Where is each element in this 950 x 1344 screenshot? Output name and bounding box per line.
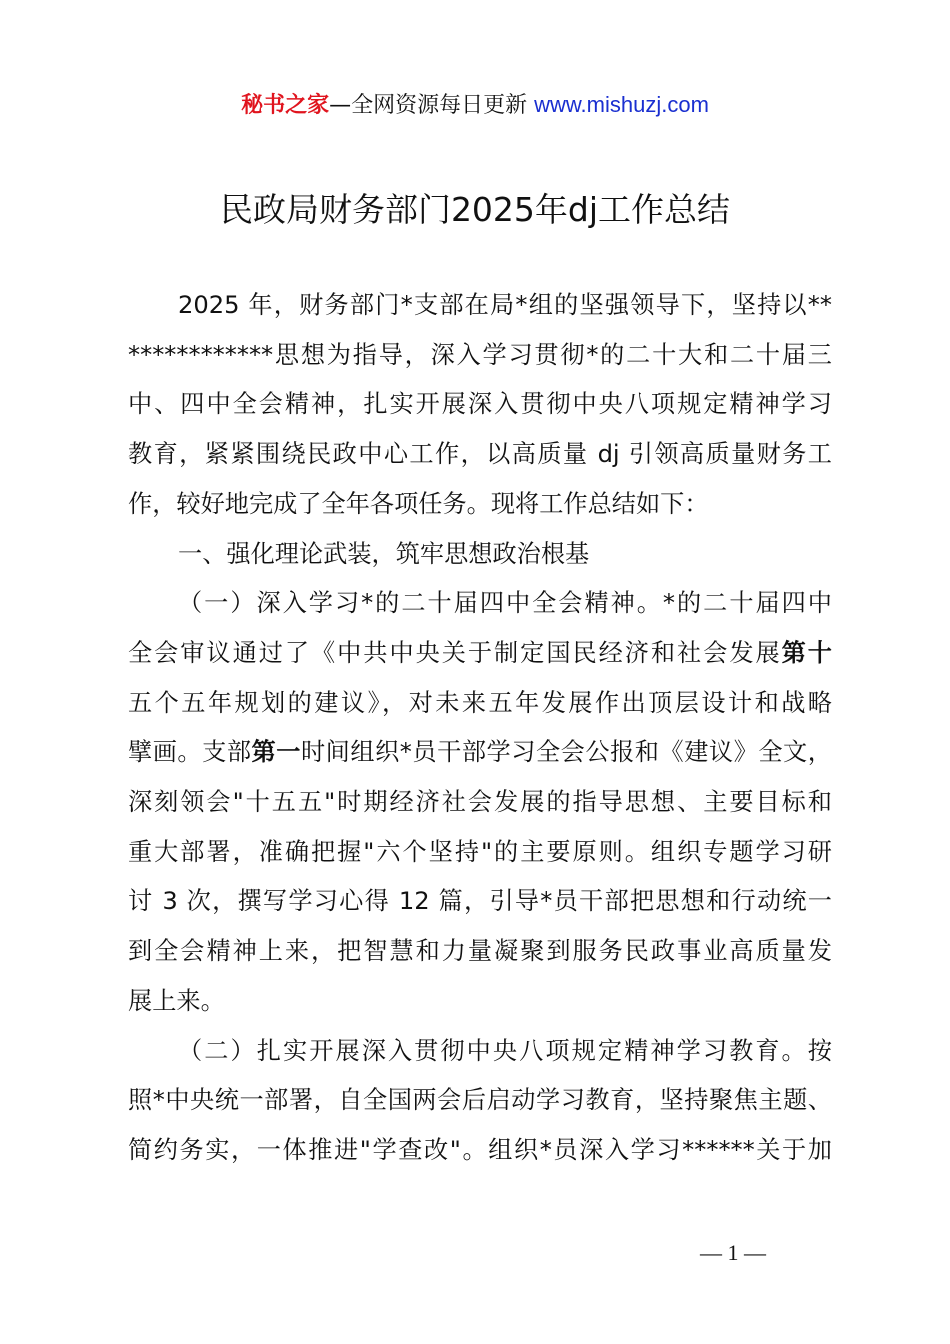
text-line — [128, 737, 832, 767]
text-line — [128, 886, 832, 916]
brand-name: 秘书之家 — [241, 93, 330, 118]
tagline: —全网资源每日更新 — [329, 93, 535, 118]
text-line — [178, 588, 832, 618]
text-segment: 全会审议通过了《中共中央关于制定国民经济和社会发展 — [128, 638, 782, 667]
text-segment: 2025 年，财务部门*支部在局*组的坚强领导下，坚持以** — [178, 291, 832, 319]
text-segment: 到全会精神上来，把智慧和力量凝聚到服务民政事业高质量发 — [128, 937, 832, 966]
document-title: 民政局财务部门2025年dj工作总结 — [219, 190, 731, 229]
text-line — [178, 539, 832, 569]
text-line — [178, 290, 832, 320]
text-segment: 擘画。支部 — [128, 738, 252, 767]
text-segment: 教育，紧紧围绕民政中心工作，以高质量 dj 引领高质量财务工 — [128, 440, 832, 469]
text-line — [128, 1085, 832, 1115]
bold-text: 第十 — [781, 638, 832, 667]
text-segment: 一、强化理论武装，筑牢思想政治根基 — [178, 539, 590, 568]
text-line — [128, 340, 832, 370]
text-line — [128, 489, 832, 519]
text-segment: 展上来。 — [128, 986, 225, 1015]
bold-text: 第一 — [251, 738, 301, 767]
site-header — [0, 88, 950, 119]
text-segment: 五个五年规划的建议》，对未来五年发展作出顶层设计和战略 — [128, 688, 832, 717]
text-segment: ************思想为指导，深入学习贯彻*的二十大和二十届三 — [128, 340, 832, 369]
text-line — [128, 389, 832, 419]
text-segment: 重大部署，准确把握"六个坚持"的主要原则。组织专题学习研 — [128, 837, 832, 866]
text-line — [178, 1036, 832, 1066]
text-segment: 时间组织*员干部学习全会公报和《建议》全文， — [300, 738, 832, 767]
text-line — [128, 837, 832, 867]
page-number: — 1 — — [700, 1240, 766, 1265]
text-segment: 作，较好地完成了全年各项任务。现将工作总结如下： — [128, 489, 709, 518]
text-segment: （一）深入学习*的二十届四中全会精神。*的二十届四中 — [178, 589, 832, 618]
text-segment: （二）扎实开展深入贯彻中央八项规定精神学习教育。按 — [178, 1036, 832, 1065]
site-url-link[interactable]: www.mishuzj.com — [534, 92, 709, 117]
text-segment: 讨 3 次，撰写学习心得 12 篇，引导*员干部把思想和行动统一 — [128, 887, 832, 916]
text-line — [128, 936, 832, 966]
text-line — [128, 787, 832, 817]
text-line — [128, 688, 832, 718]
text-line — [128, 638, 832, 668]
text-segment: 照*中央统一部署，自全国两会后启动学习教育，坚持聚焦主题、 — [128, 1086, 832, 1115]
text-segment: 中、四中全会精神，扎实开展深入贯彻中央八项规定精神学习 — [128, 390, 832, 419]
text-segment: 简约务实，一体推进"学查改"。组织*员深入学习******关于加 — [128, 1135, 832, 1164]
text-line — [128, 439, 832, 469]
text-segment: 深刻领会"十五五"时期经济社会发展的指导思想、主要目标和 — [128, 788, 832, 816]
text-line — [128, 986, 832, 1016]
text-line — [128, 1135, 832, 1165]
